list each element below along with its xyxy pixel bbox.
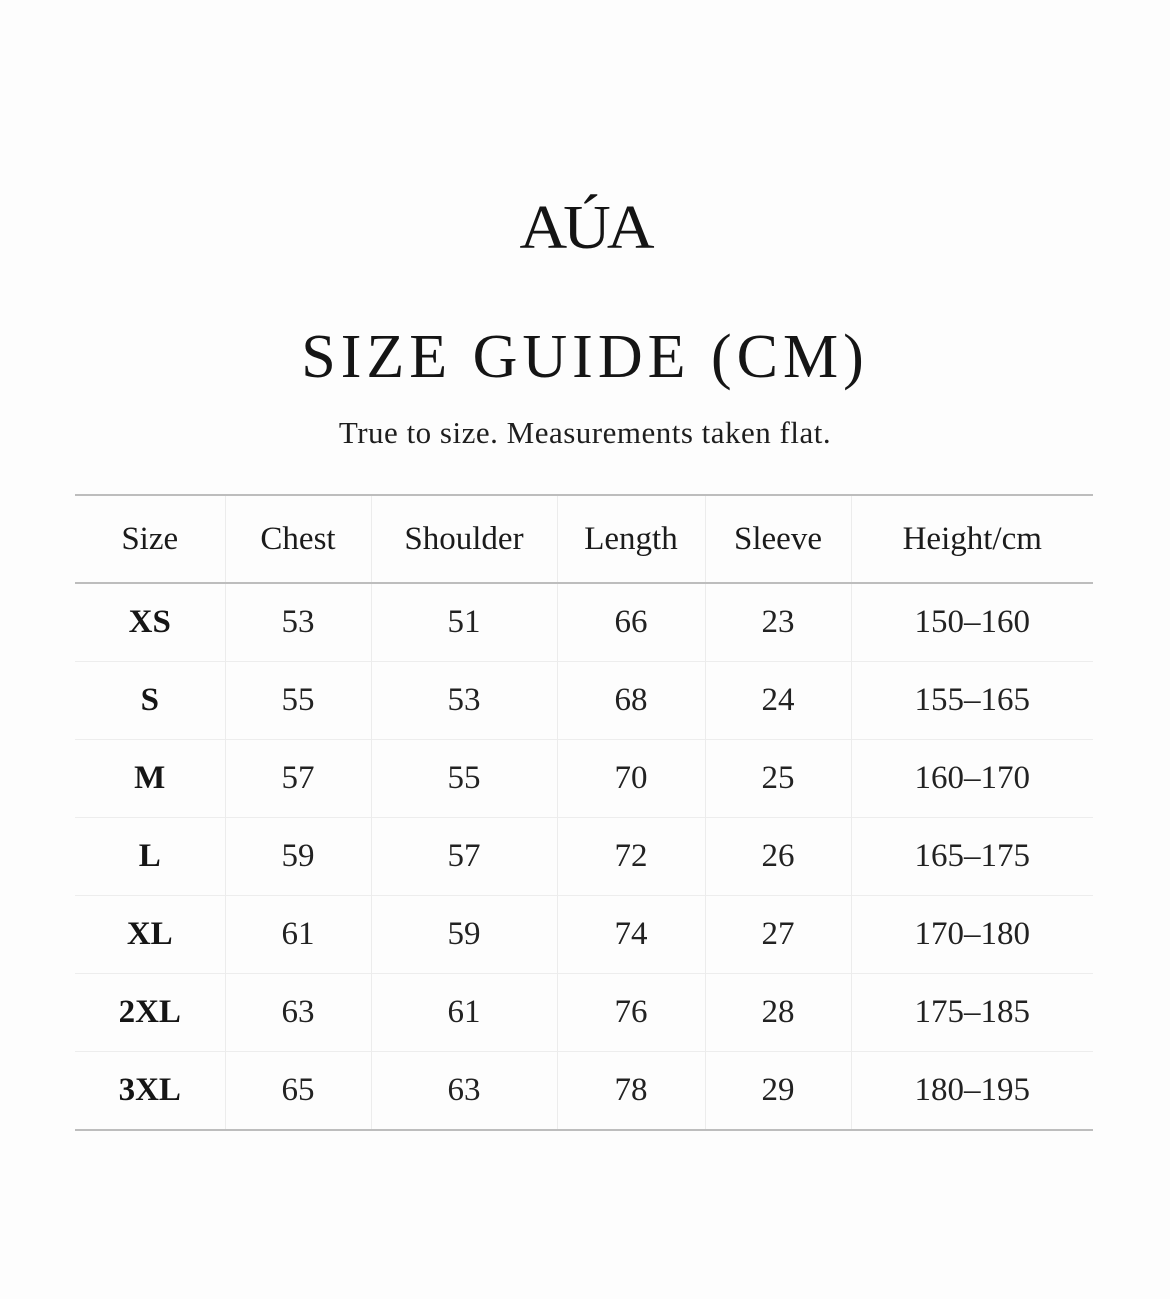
shoulder-cell: 51 xyxy=(371,583,557,662)
height-cell: 170–180 xyxy=(851,896,1093,974)
chest-cell: 53 xyxy=(225,583,371,662)
shoulder-cell: 63 xyxy=(371,1052,557,1131)
page-title: SIZE GUIDE (CM) xyxy=(301,323,869,391)
chest-cell: 55 xyxy=(225,662,371,740)
height-cell: 150–160 xyxy=(851,583,1093,662)
table-body xyxy=(75,583,1093,1130)
height-cell: 165–175 xyxy=(851,818,1093,896)
brand-logo: AÚA xyxy=(519,192,651,263)
sleeve-cell: 26 xyxy=(705,818,851,896)
chest-cell: 65 xyxy=(225,1052,371,1131)
sleeve-cell: 29 xyxy=(705,1052,851,1131)
size-cell: M xyxy=(75,740,225,818)
shoulder-cell: 59 xyxy=(371,896,557,974)
chest-cell: 57 xyxy=(225,740,371,818)
shoulder-cell: 53 xyxy=(371,662,557,740)
length-cell: 72 xyxy=(557,818,705,896)
length-cell: 76 xyxy=(557,974,705,1052)
sleeve-cell: 25 xyxy=(705,740,851,818)
table-header xyxy=(75,495,1093,583)
page-subtitle: True to size. Measurements taken flat. xyxy=(338,415,832,450)
sleeve-cell: 27 xyxy=(705,896,851,974)
size-cell: 2XL xyxy=(75,974,225,1052)
height-cell: 160–170 xyxy=(851,740,1093,818)
chest-cell: 63 xyxy=(225,974,371,1052)
height-cell: 175–185 xyxy=(851,974,1093,1052)
height-cell: 180–195 xyxy=(851,1052,1093,1131)
length-cell: 74 xyxy=(557,896,705,974)
size-cell: S xyxy=(75,662,225,740)
length-cell: 70 xyxy=(557,740,705,818)
length-cell: 68 xyxy=(557,662,705,740)
shoulder-cell: 61 xyxy=(371,974,557,1052)
shoulder-cell: 55 xyxy=(371,740,557,818)
size-guide-table xyxy=(75,494,1093,1131)
column-header-shoulder: Shoulder xyxy=(371,495,557,583)
column-header-size: Size xyxy=(121,520,179,557)
column-header-height: Height/cm xyxy=(851,495,1093,583)
shoulder-cell: 57 xyxy=(371,818,557,896)
sleeve-cell: 24 xyxy=(705,662,851,740)
table-row xyxy=(75,896,1093,974)
length-cell: 78 xyxy=(557,1052,705,1131)
column-header-chest: Chest xyxy=(225,495,371,583)
sleeve-cell: 23 xyxy=(705,583,851,662)
chest-cell: 59 xyxy=(225,818,371,896)
chest-cell: 61 xyxy=(225,896,371,974)
table-row xyxy=(75,583,1093,662)
sleeve-cell: 28 xyxy=(705,974,851,1052)
table-row xyxy=(75,740,1093,818)
table-row xyxy=(75,662,1093,740)
size-cell: XL xyxy=(75,896,225,974)
table-row xyxy=(75,818,1093,896)
size-cell: 3XL xyxy=(75,1052,225,1131)
column-header-sleeve: Sleeve xyxy=(705,495,851,583)
table-row xyxy=(75,974,1093,1052)
size-cell: L xyxy=(75,818,225,896)
height-cell: 155–165 xyxy=(851,662,1093,740)
table-row xyxy=(75,1052,1093,1131)
length-cell: 66 xyxy=(557,583,705,662)
size-cell: XS xyxy=(128,604,171,640)
header-row xyxy=(75,495,1093,583)
column-header-length: Length xyxy=(557,495,705,583)
